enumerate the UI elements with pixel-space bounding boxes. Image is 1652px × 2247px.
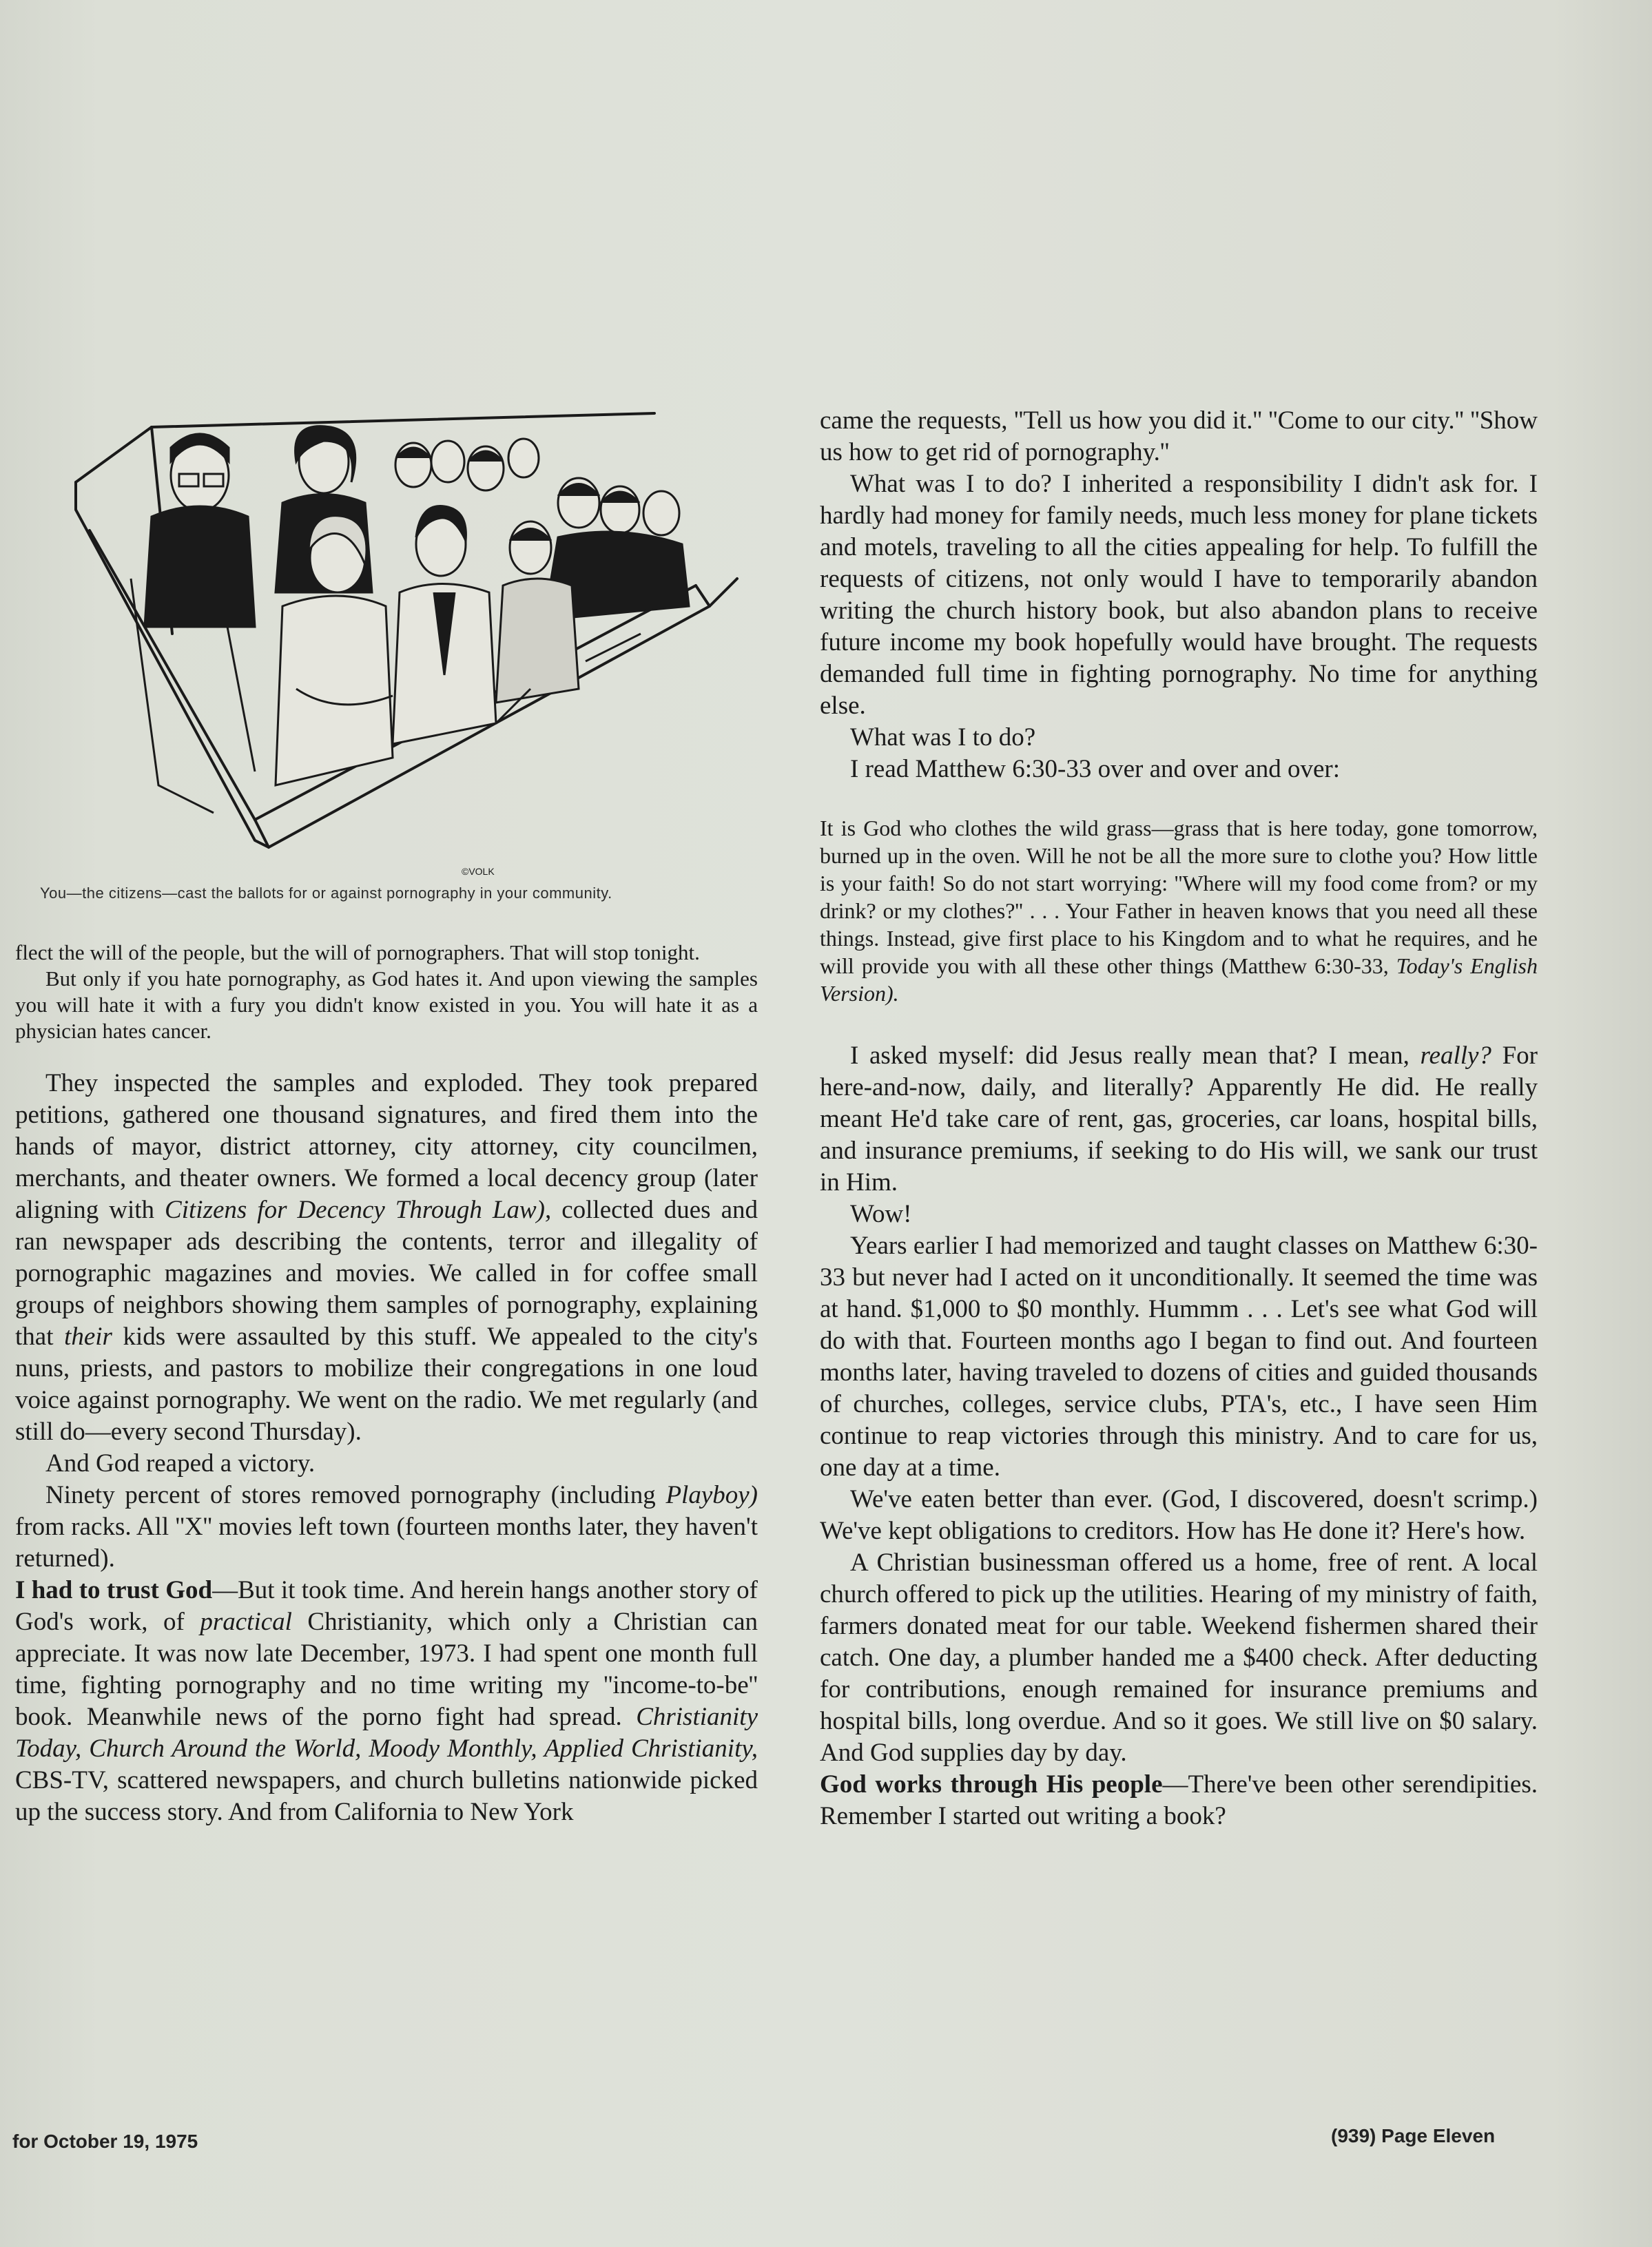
paragraph: came the requests, ''Tell us how you did it.'' ''Come to our city.'' ''Show us how to get rid of pornography.'' — [820, 406, 1538, 466]
paragraph: I asked myself: did Jesus really mean that? I mean, really? For here-and-now, daily, and literally? Apparently He did. He really meant He'd take care of rent, gas, groceries, car loans, hospital bills, and insurance premiums, if seeking to do His will, we sank our trust in Him. — [820, 1042, 1538, 1197]
section-heading: I had to trust God — [15, 1576, 213, 1604]
paragraph: A Christian businessman offered us a home, free of rent. A local church offered to pick up the utilities. Hearing of my ministry of faith, farmers donated meat for our table. Weekend fishermen shared their catch. One day, a plumber handed me a $400 check. After deducting for contributions, enough remained for insurance premiums and hospital bills, long overdue. And so it goes. We still live on $0 salary. And God supplies day by day. — [820, 1549, 1538, 1767]
paragraph: Years earlier I had memorized and taught classes on Matthew 6:30-33 but never had I acted on it unconditionally. It seemed the time was at hand. $1,000 to $0 monthly. Hummm . . . Let's see what God will do with that. Fourteen months ago I began to find out. And fourteen months later, having traveled to dozens of cities and guided thousands of churches, colleges, service clubs, PTA's, etc., I have seen Him continue to reap victories through this ministry. And to care for us, one day at a time. — [820, 1232, 1538, 1482]
paragraph: We've eaten better than ever. (God, I discovered, doesn't scrimp.) We've kept obligations to creditors. How has He done it? Here's how. — [820, 1485, 1538, 1545]
paragraph: Ninety percent of stores removed pornography (including Playboy) from racks. All ''X'' movies left town (fourteen months later, they haven't returned). — [15, 1481, 758, 1573]
section-heading: God works through His people — [820, 1770, 1163, 1799]
right-body-continued — [820, 1040, 1538, 1832]
section-paragraph: I had to trust God—But it took time. And herein hangs another story of God's work, of practical Christianity, which only a Christian can appreciate. It was now late December, 1973. I had spent one month full time, fighting pornography and no time writing my ''income-to-be'' book. Meanwhile news of the porno fight had spread. Christianity Today, Church Around the World, Moody Monthly, Applied Christianity, CBS-TV, scattered newspapers, and church bulletins nationwide picked up the success story. And from California to New York — [15, 1576, 758, 1826]
scripture-text: It is God who clothes the wild grass—grass that is here today, gone tomorrow, burned up in the oven. Will he not be all the more sure to clothe you? How little is your faith! So do not start worrying: ''Where will my food come from? or my drink? or my clothes?'' . . . Your Father in heaven knows that you need all these things. Instead, give first place to his Kingdom and to what he requires, and he will provide you with all these other things (Matthew 6:30-33, Today's English Version). — [820, 816, 1538, 1006]
paragraph: They inspected the samples and exploded. They took prepared petitions, gathered one thousand signatures, and fired them into the hands of mayor, district attorney, city attorney, city councilmen, merchants, and theater owners. We formed a local decency group (later aligning with Citizens for Decency Through Law), collected dues and ran newspaper ads describing the contents, terror and illegality of pornographic magazines and movies. We called in for coffee small groups of neighbors showing them samples of pornography, explaining that their kids were assaulted by this stuff. We appealed to the city's nuns, priests, and pastors to mobilize their congregations in one loud voice against pornography. We went on the radio. We met regularly (and still do—every second Thursday). — [15, 1069, 758, 1446]
intro-paragraph: But only if you hate pornography, as God hates it. And upon viewing the samples you will hate it with a fury you didn't know existed in you. You will hate it as a physician hates cancer. — [15, 966, 758, 1043]
paragraph: I read Matthew 6:30-33 over and over and over: — [850, 755, 1340, 783]
right-column — [820, 405, 1538, 1832]
jury-drawing — [48, 400, 772, 882]
section-paragraph: God works through His people—There've been other serendipities. Remember I started out writing a book? — [820, 1770, 1538, 1830]
figure-caption: You—the citizens—cast the ballots for or against pornography in your community. — [40, 884, 612, 902]
paragraph: And God reaped a victory. — [45, 1449, 316, 1478]
right-body — [820, 405, 1538, 785]
intro-quote — [15, 940, 758, 1044]
intro-paragraph: flect the will of the people, but the will of pornographers. That will stop tonight. — [15, 940, 700, 964]
left-body — [15, 1068, 758, 1828]
paragraph: Wow! — [850, 1200, 912, 1228]
paragraph: What was I to do? I inherited a responsibility I didn't ask for. I hardly had money for family needs, much less money for plane tickets and motels, traveling to all the cities appealing for help. To fulfill the requests of citizens, not only would I have to temporarily abandon writing the church history book, but also abandon plans to receive future income my book hopefully would have brought. The requests demanded full time in fighting pornography. No time for anything else. — [820, 470, 1538, 720]
paragraph: What was I to do? — [850, 723, 1036, 752]
svg-text:©VOLK: ©VOLK — [462, 866, 495, 877]
left-column — [15, 400, 758, 1828]
jury-illustration — [48, 400, 772, 882]
footer-date: for October 19, 1975 — [12, 2131, 198, 2152]
scripture-quote — [820, 814, 1538, 1007]
footer-page-number: (939) Page Eleven — [1331, 2125, 1496, 2146]
